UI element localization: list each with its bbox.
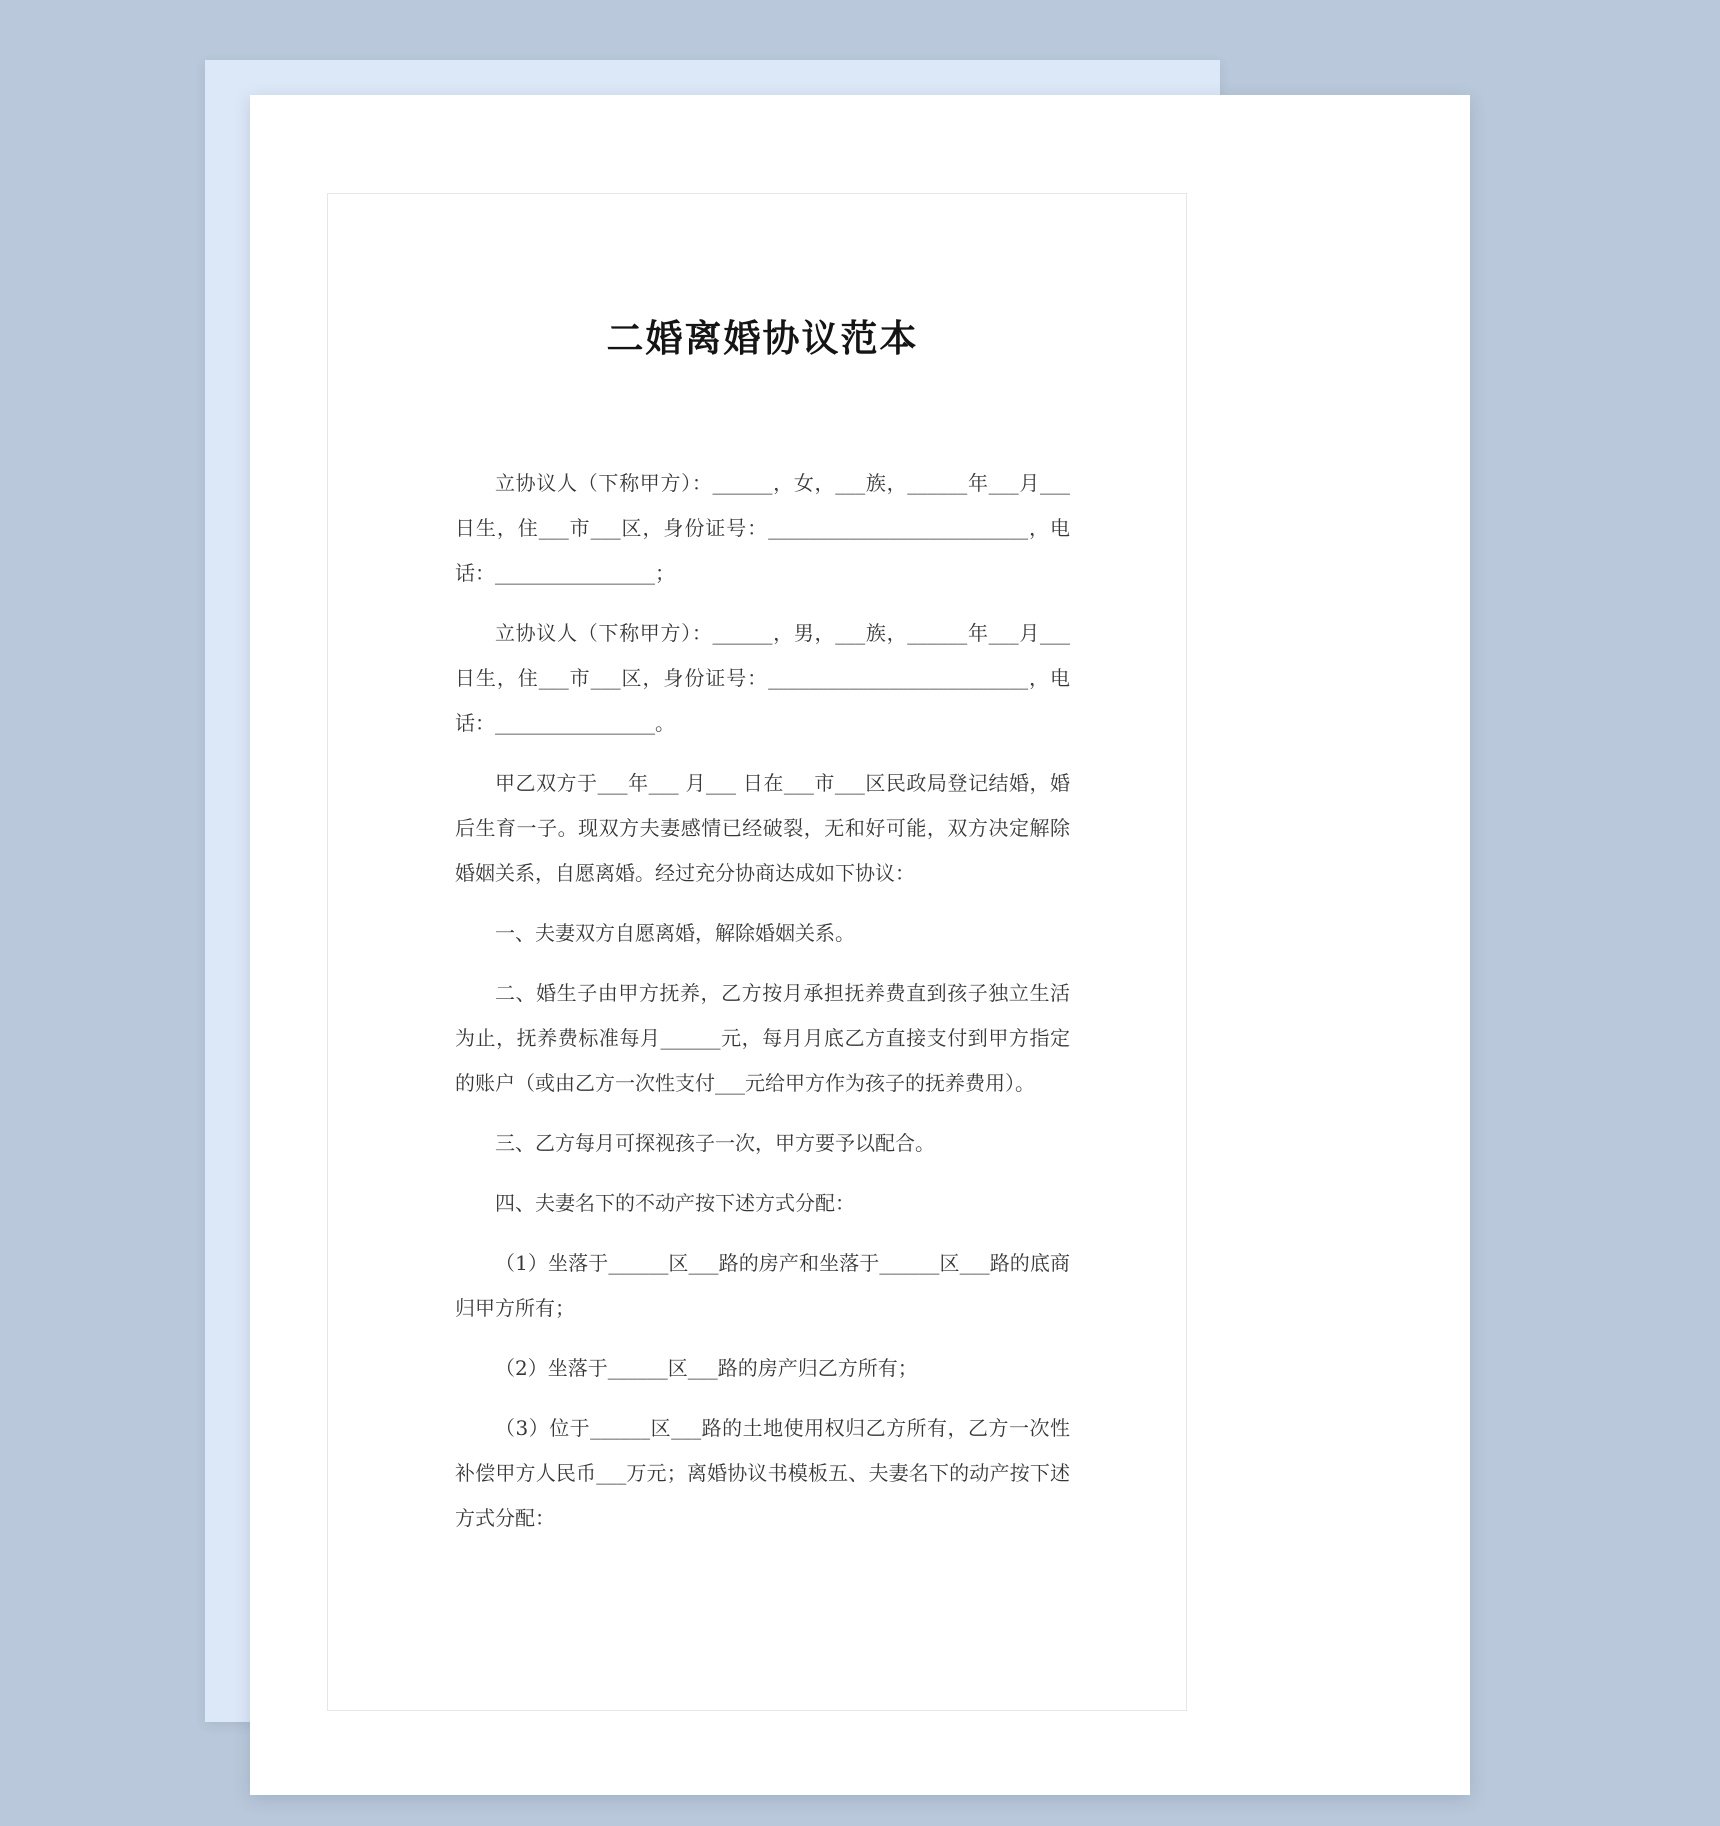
document-content — [455, 310, 1070, 1556]
property-sub-item-3: （3）位于______区___路的土地使用权归乙方所有，乙方一次性补偿甲方人民币___万元；离婚协议书模板五、夫妻名下的动产按下述方式分配： — [455, 1416, 1070, 1530]
party-b-paragraph: 立协议人（下称甲方）：______，男，___族，______年___月___日生，住___市___区，身份证号：__________________________，电话：________________。 — [455, 621, 1070, 735]
property-sub-item-1: （1）坐落于______区___路的房产和坐落于______区___路的底商归甲方所有； — [455, 1251, 1070, 1320]
agreement-item-1: 一、夫妻双方自愿离婚，解除婚姻关系。 — [495, 921, 855, 945]
agreement-item-2: 二、婚生子由甲方抚养，乙方按月承担抚养费直到孩子独立生活为止，抚养费标准每月______元，每月月底乙方直接支付到甲方指定的账户（或由乙方一次性支付___元给甲方作为孩子的抚养费用）。 — [455, 981, 1070, 1095]
agreement-item-3: 三、乙方每月可探视孩子一次，甲方要予以配合。 — [495, 1131, 935, 1155]
document-title: 二婚离婚协议范本 — [606, 316, 919, 360]
property-sub-item-2: （2）坐落于______区___路的房产归乙方所有； — [495, 1356, 918, 1380]
document-page — [250, 95, 1470, 1795]
intro-paragraph: 甲乙双方于___年___ 月___ 日在___市___区民政局登记结婚，婚后生育一子。现双方夫妻感情已经破裂，无和好可能，双方决定解除婚姻关系，自愿离婚。经过充分协商达成如下协议： — [455, 771, 1070, 885]
agreement-item-4: 四、夫妻名下的不动产按下述方式分配： — [495, 1191, 855, 1215]
party-a-paragraph: 立协议人（下称甲方）：______，女，___族，______年___月___日生，住___市___区，身份证号：__________________________，电话：________________； — [455, 471, 1070, 585]
